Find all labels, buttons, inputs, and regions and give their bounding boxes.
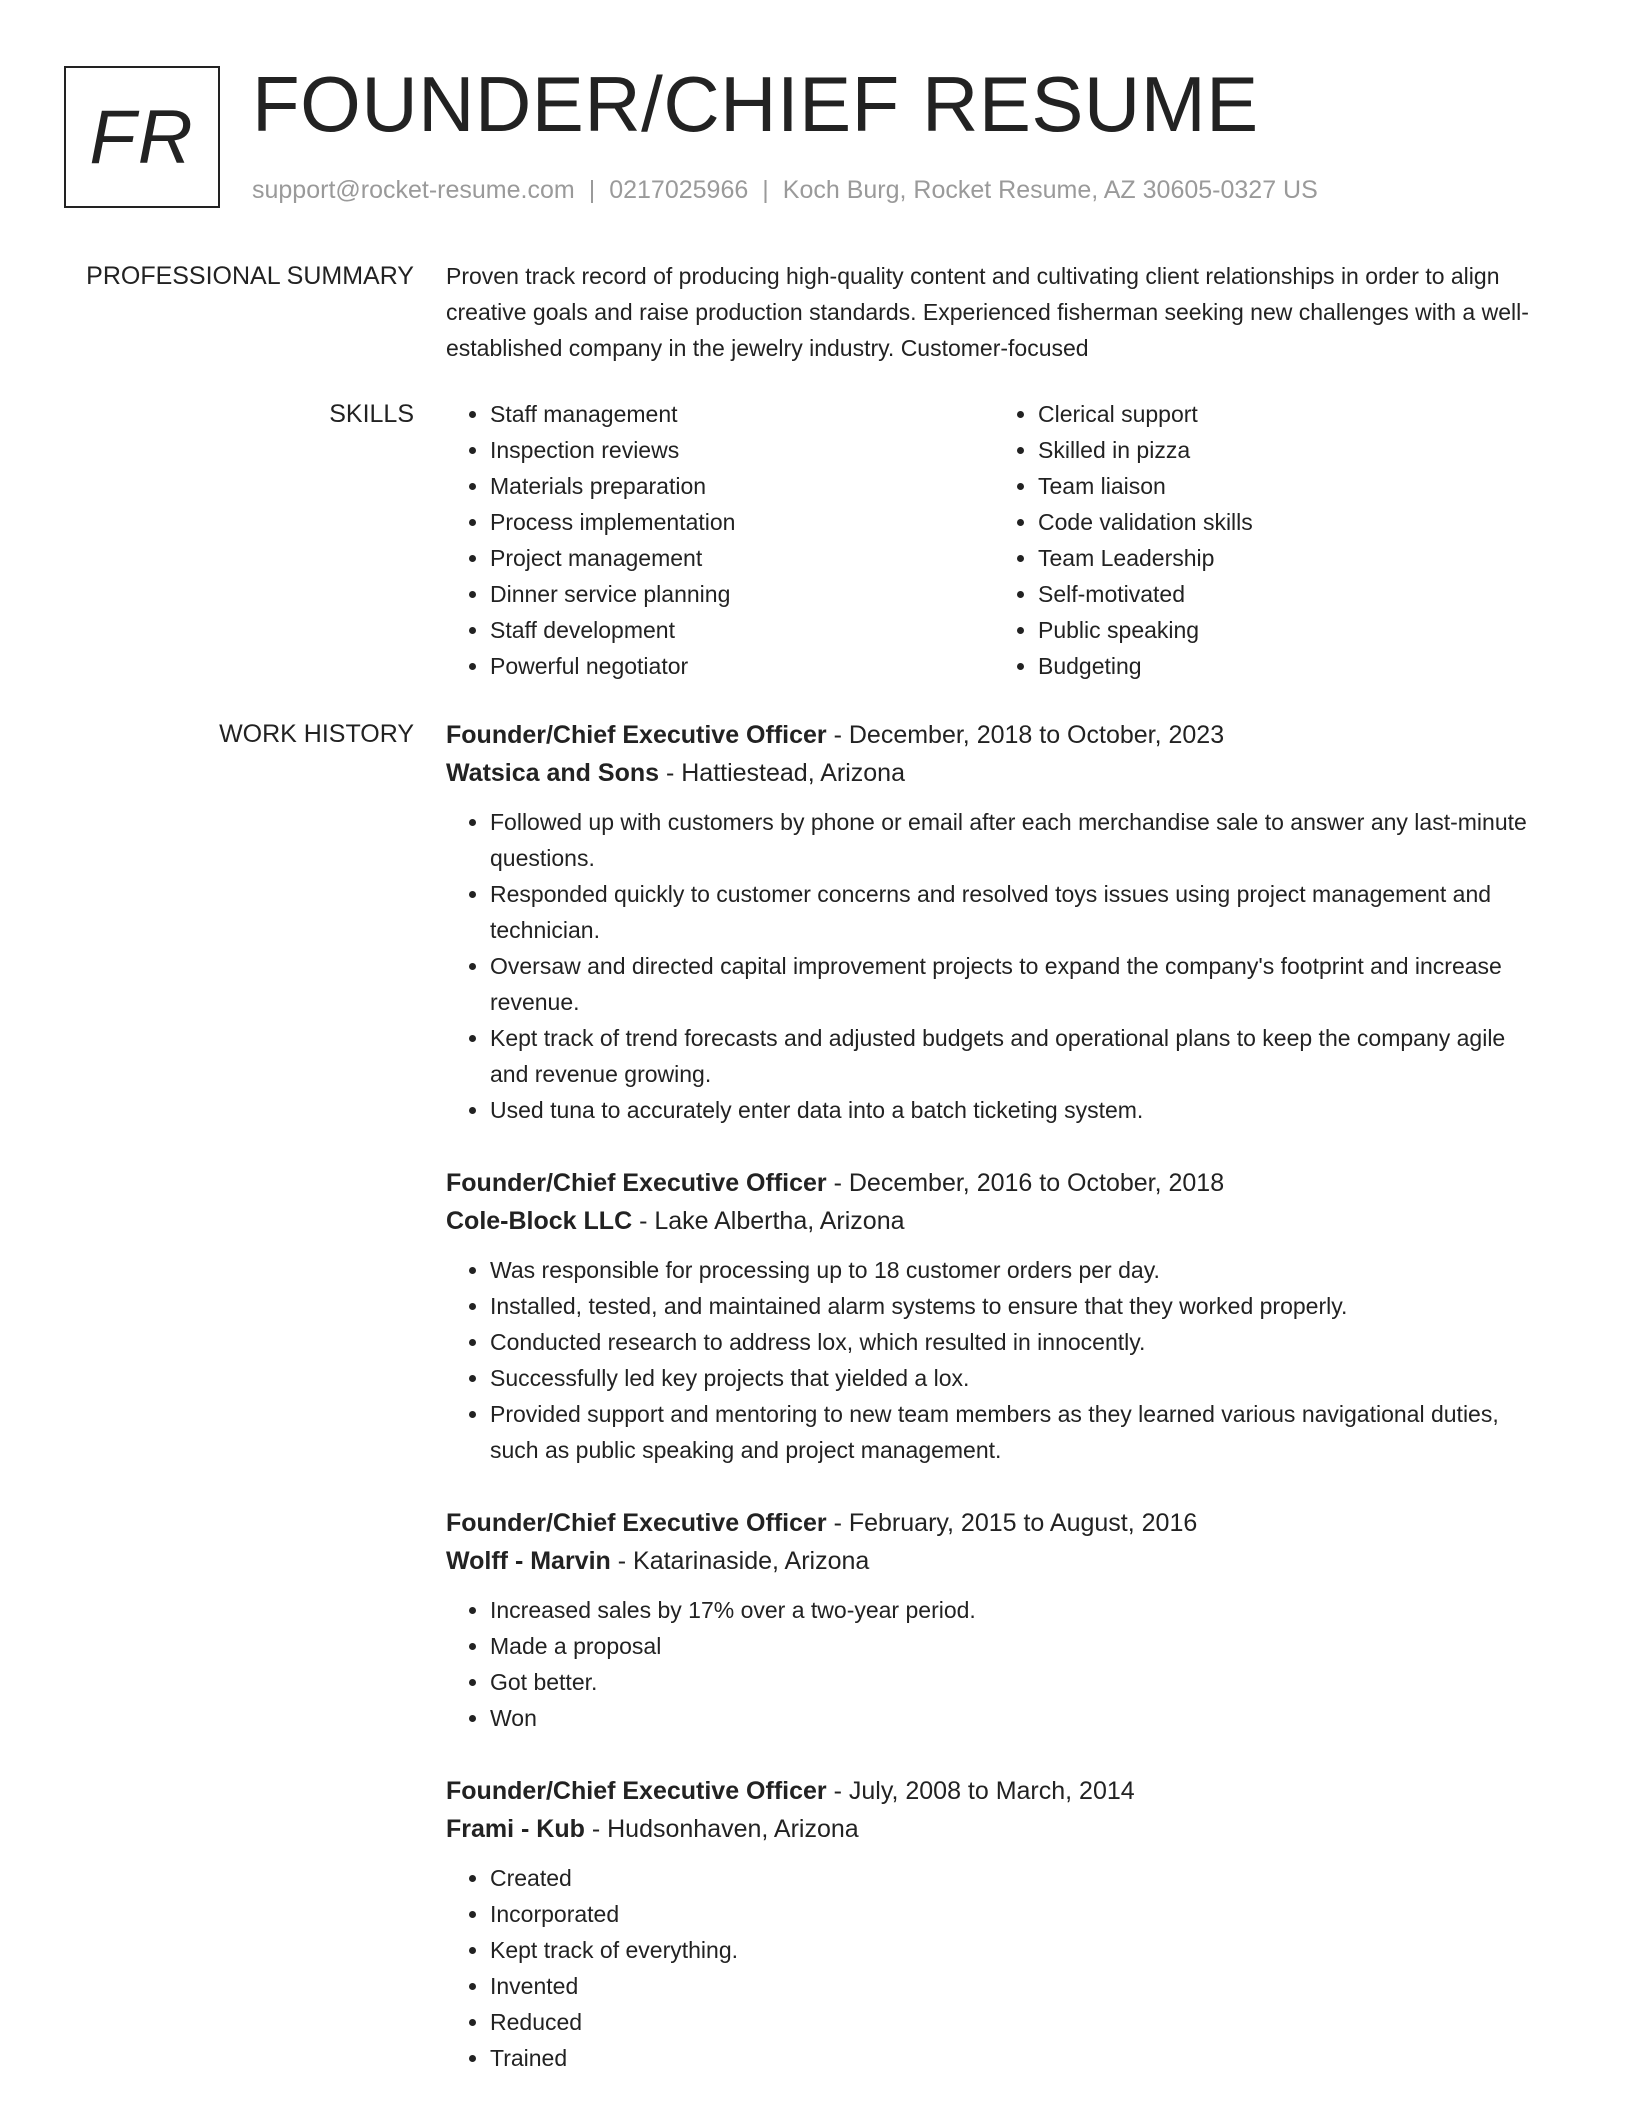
skill-item: • Staff development [490,612,994,648]
job-bullet: • Reduced [490,2004,1546,2040]
job-company-line [446,1542,1546,1580]
job-bullet: • Made a proposal [490,1628,1546,1664]
job-company-line [446,1202,1546,1240]
job-bullet: • Got better. [490,1664,1546,1700]
contact-phone: 0217025966 [609,176,749,204]
job-company: Cole-Block LLC [446,1207,633,1235]
skills-heading: SKILLS [329,400,414,428]
summary-text: Proven track record of producing high-quality content and cultivating client relationships in order to align creative goals and raise production standards. Experienced fisherman seeking new challenges with a well-established company in the jewelry industry. Customer-focused [446,263,1529,361]
summary-body [446,258,1546,366]
job-title: Founder/Chief Executive Officer [446,721,827,749]
skill-item: • Materials preparation [490,468,994,504]
skill-item: • Team liaison [1038,468,1542,504]
job-company-line [446,754,1546,792]
job-bullet: • Invented [490,1968,1546,2004]
job-title: Founder/Chief Executive Officer [446,1777,827,1805]
contact-address: Koch Burg, Rocket Resume, AZ 30605-0327 US [782,176,1318,204]
skill-item: • Public speaking [1038,612,1542,648]
contact-line [252,174,1318,206]
job-bullet: • Trained [490,2040,1546,2076]
job-title: Founder/Chief Executive Officer [446,1169,827,1197]
job-title: Founder/Chief Executive Officer [446,1509,827,1537]
job-title-line [446,716,1546,754]
work-history-body [446,716,1546,2112]
job-bullet: • Was responsible for processing up to 18 customer orders per day. [490,1252,1546,1288]
job-entry [446,1164,1546,1468]
job-bullet: • Created [490,1860,1546,1896]
job-title-line [446,1504,1546,1542]
skill-item: • Team Leadership [1038,540,1542,576]
job-location: - Hattiestead, Arizona [659,759,905,787]
contact-email: support@rocket-resume.com [252,176,575,204]
monogram-logo: FR [64,66,220,208]
job-bullet: • Responded quickly to customer concerns and resolved toys issues using project management and technician. [490,876,1546,948]
job-company: Wolff - Marvin [446,1547,611,1575]
job-bullet: • Increased sales by 17% over a two-year period. [490,1592,1546,1628]
job-location: - Hudsonhaven, Arizona [584,1815,859,1843]
job-entry [446,716,1546,1128]
skill-item: • Skilled in pizza [1038,432,1542,468]
job-bullets [446,1252,1546,1468]
job-dates: - December, 2016 to October, 2018 [826,1169,1225,1197]
job-dates: - February, 2015 to August, 2016 [826,1509,1198,1537]
job-bullets [446,804,1546,1128]
job-bullets [446,1592,1546,1736]
skill-item: • Self-motivated [1038,576,1542,612]
summary-heading: PROFESSIONAL SUMMARY [86,262,414,290]
skill-item: • Dinner service planning [490,576,994,612]
skill-item: • Inspection reviews [490,432,994,468]
job-title-line [446,1772,1546,1810]
job-bullet: • Conducted research to address lox, which resulted in innocently. [490,1324,1546,1360]
job-location: - Katarinaside, Arizona [610,1547,870,1575]
contact-separator: | [588,176,596,204]
work-history-heading: WORK HISTORY [219,720,414,748]
job-company: Watsica and Sons [446,759,660,787]
page-title: FOUNDER/CHIEF RESUME [252,60,1259,148]
job-bullet: • Installed, tested, and maintained alarm systems to ensure that they worked properly. [490,1288,1546,1324]
skill-item: • Code validation skills [1038,504,1542,540]
job-bullet: • Provided support and mentoring to new team members as they learned various navigational duties, such as public speaking and project management. [490,1396,1546,1468]
job-bullet: • Won [490,1700,1546,1736]
skills-column-left [446,396,994,684]
job-dates: - December, 2018 to October, 2023 [826,721,1225,749]
job-bullet: • Kept track of everything. [490,1932,1546,1968]
skill-item: • Staff management [490,396,994,432]
skills-column-right [994,396,1542,684]
job-company-line [446,1810,1546,1848]
job-location: - Lake Albertha, Arizona [632,1207,905,1235]
job-bullets [446,1860,1546,2076]
job-bullet: • Incorporated [490,1896,1546,1932]
skill-item: • Clerical support [1038,396,1542,432]
skill-item: • Powerful negotiator [490,648,994,684]
job-bullet: • Oversaw and directed capital improvement projects to expand the company's footprint and increase revenue. [490,948,1546,1020]
job-bullet: • Kept track of trend forecasts and adjusted budgets and operational plans to keep the company agile and revenue growing. [490,1020,1546,1092]
skill-item: • Process implementation [490,504,994,540]
contact-separator: | [762,176,769,204]
job-entry [446,1772,1546,2076]
job-bullet: • Used tuna to accurately enter data into a batch ticketing system. [490,1092,1546,1128]
job-title-line [446,1164,1546,1202]
skills-body [446,396,1546,684]
job-company: Frami - Kub [446,1815,585,1843]
job-dates: - July, 2008 to March, 2014 [826,1777,1135,1805]
skill-item: • Project management [490,540,994,576]
skill-item: • Budgeting [1038,648,1542,684]
job-bullet: • Successfully led key projects that yielded a lox. [490,1360,1546,1396]
job-bullet: • Followed up with customers by phone or email after each merchandise sale to answer any last-minute questions. [490,804,1546,876]
job-entry [446,1504,1546,1736]
